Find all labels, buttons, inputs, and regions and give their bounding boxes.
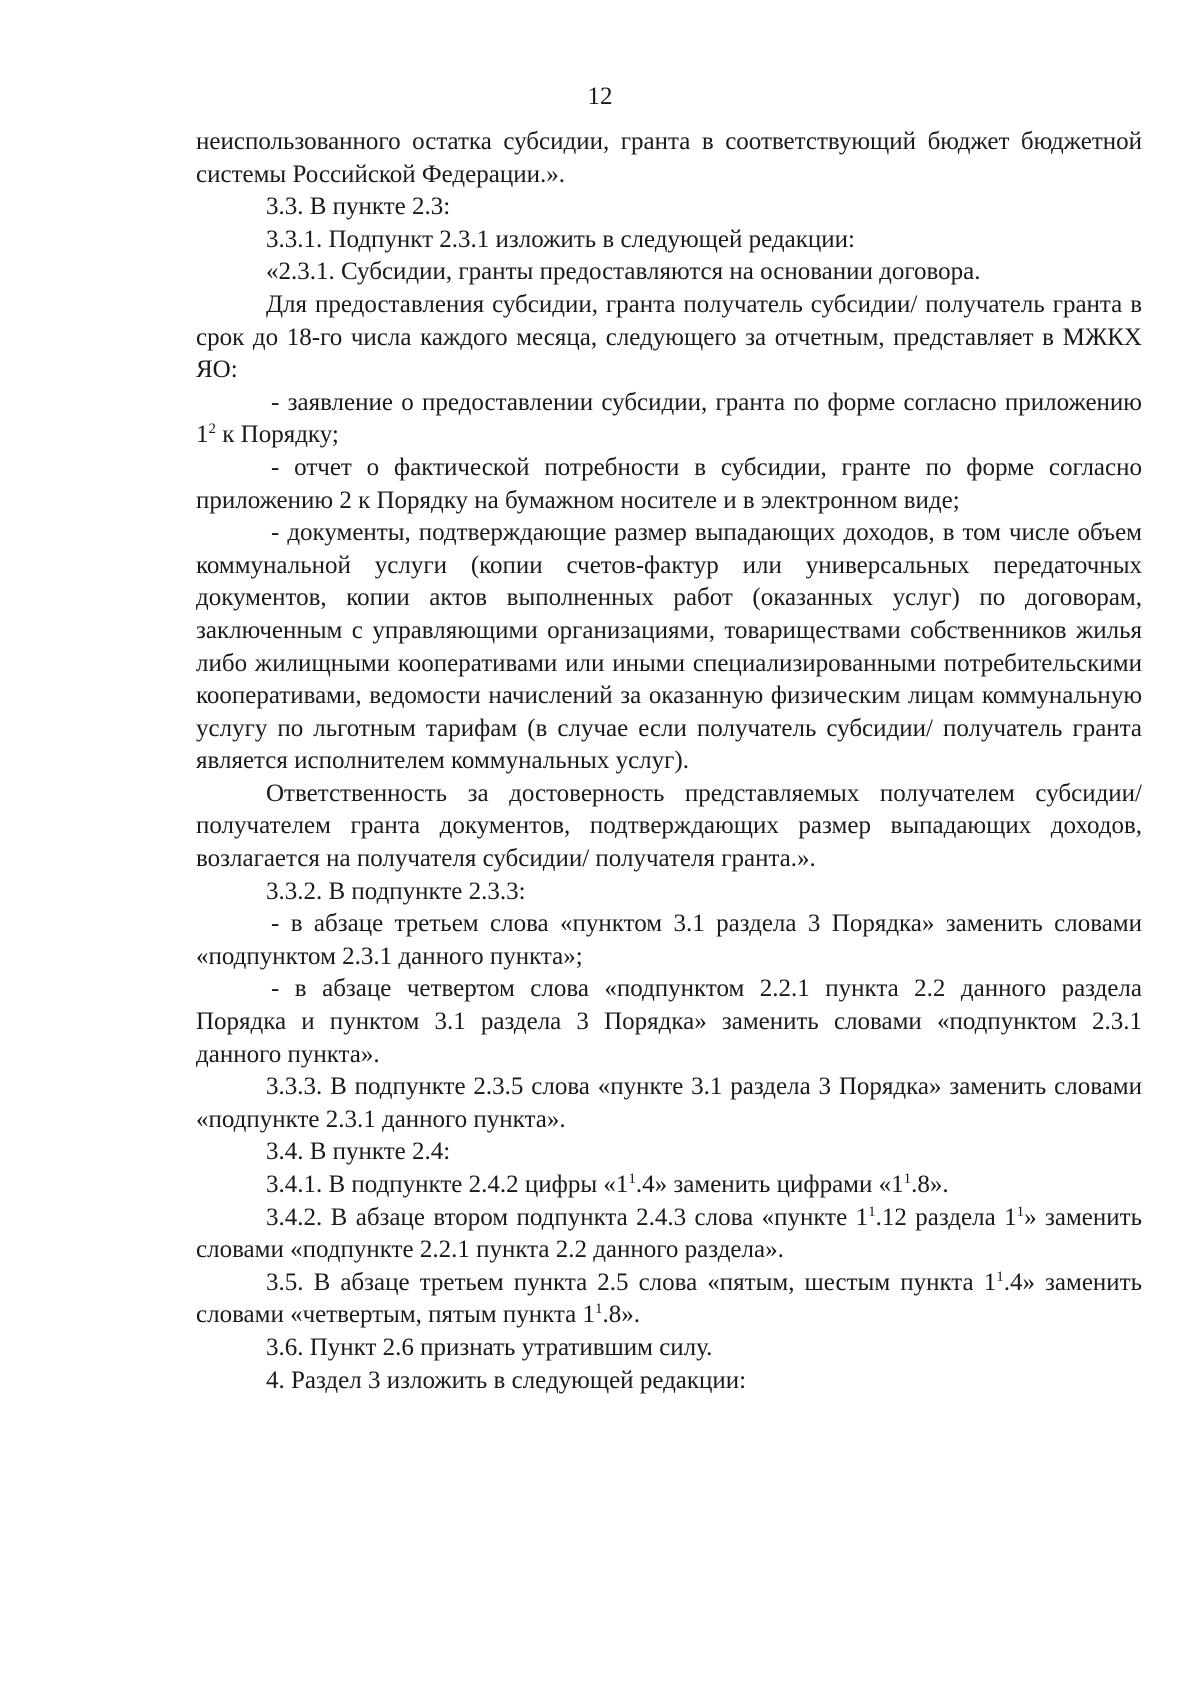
superscript: 1 [1016,1203,1025,1220]
superscript: 1 [996,1268,1004,1285]
paragraph-item-3-5 [196,1267,1142,1332]
text-run: » заменить словами «подпункте 2.2.1 пункта 2.2 данного раздела». [196,1203,1142,1264]
text-run: .8». [911,1171,949,1198]
paragraph-bullet-third-abzac: - в абзаце третьем слова «пунктом 3.1 раздела 3 Порядка» заменить словами «подпунктом 2.3.1 данного пункта»; [196,910,1142,970]
paragraph-bullet-documents: - документы, подтверждающие размер выпадающих доходов, в том числе объем коммунальной услуги (копии счетов-фактур или универсальных передаточных документов, копии актов выполненных работ (оказанных услуг) по договорам, заключенным с управляющими организациями, товариществами собственников жилья либо жилищными кооперативами или иными специализированными потребительскими кооперативами, ведомости начислений за оказанную физическим лицам коммунальную услугу по льготным тарифам (в случае если получатель субсидии/ получатель гранта является исполнителем коммунальных услуг). [196,519,1142,775]
page-number: 12 [587,83,613,110]
paragraph-item-3-6: 3.6. Пункт 2.6 признать утратившим силу. [266,1333,713,1361]
paragraph-item-3-4: 3.4. В пункте 2.4: [266,1138,451,1166]
text-run: - заявление о предоставлении субсидии, гранта по форме согласно приложению 1 [196,388,1142,449]
paragraph-submission-terms: Для предоставления субсидии, гранта получатель субсидии/ получатель гранта в срок до 18-го числа каждого месяца, следующего за отчетным, представляет в МЖКХ ЯО: [196,290,1142,384]
text-run: .8». [602,1301,640,1329]
superscript: 1 [903,1171,912,1187]
paragraph-bullet-fourth-abzac: - в абзаце четвертом слова «подпунктом 2.2.1 пункта 2.2 данного раздела Порядка и пунктом 3.1 раздела 3 Порядка» заменить словами «подпунктом 2.3.1 данного пункта». [196,975,1142,1068]
text-run: 3.4.1. В подпункте 2.4.2 цифры «1 [266,1171,629,1198]
superscript: 1 [628,1171,636,1187]
text-run: .4» заменить цифрами «1 [635,1171,904,1198]
paragraph-item-3-3-2: 3.3.2. В подпункте 2.3.3: [266,877,526,905]
text-run: .12 раздела 1 [875,1203,1017,1231]
paragraph-bullet-application [196,387,1142,452]
text-run: .4» заменить словами «четвертым, пятым пункта 1 [196,1268,1142,1329]
paragraph-item-3-3-3: 3.3.3. В подпункте 2.3.5 слова «пункте 3.1 раздела 3 Порядка» заменить словами «подпункте 2.3.1 данного пункта». [196,1073,1142,1133]
paragraph-continuation: неиспользованного остатка субсидии, гранта в соответствующий бюджет бюджетной системы Российской Федерации.». [196,128,1142,188]
superscript: 1 [868,1203,876,1220]
text-run: 3.5. В абзаце третьем пункта 2.5 слова «пятым, шестым пункта 1 [266,1268,997,1296]
paragraph-item-3-3-1: 3.3.1. Подпункт 2.3.1 изложить в следующей редакции: [266,225,855,253]
paragraph-quote-2-3-1: «2.3.1. Субсидии, гранты предоставляются на основании договора. [266,258,981,286]
paragraph-item-4: 4. Раздел 3 изложить в следующей редакции: [266,1366,747,1394]
text-run: к Порядку; [216,421,339,449]
paragraph-item-3-4-2 [196,1202,1142,1267]
paragraph-item-3-4-1 [196,1169,1142,1202]
superscript: 1 [594,1301,603,1318]
paragraph-bullet-report: - отчет о фактической потребности в субсидии, гранте по форме согласно приложению 2 к Порядку на бумажном носителе и в электронном виде; [196,453,1142,514]
superscript: 2 [208,421,216,438]
paragraph-responsibility: Ответственность за достоверность представляемых получателем субсидии/ получателем гранта документов, подтверждающих размер выпадающих доходов, возлагается на получателя субсидии/ получателя гранта.». [196,779,1142,873]
text-run: 3.4.2. В абзаце втором подпункта 2.4.3 слова «пункте 1 [266,1203,869,1231]
paragraph-item-3-3: 3.3. В пункте 2.3: [266,193,451,221]
document-body [196,126,1142,1397]
